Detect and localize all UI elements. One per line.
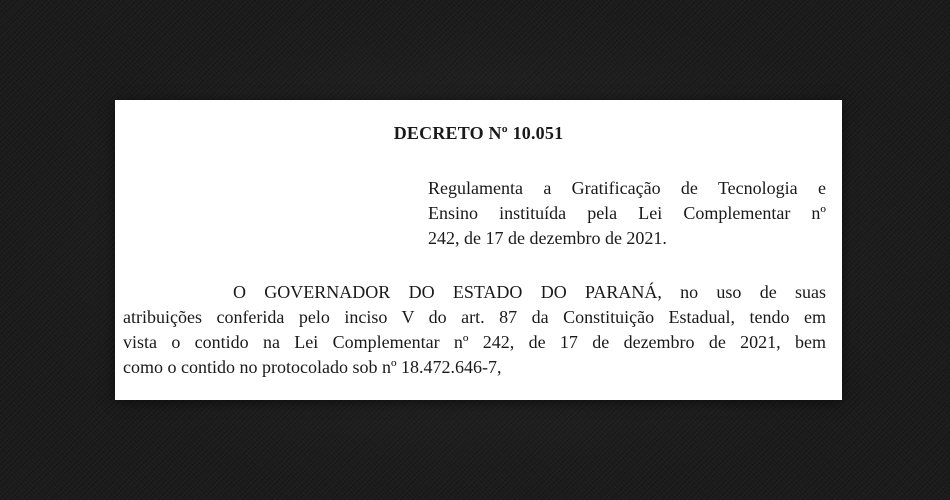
decree-title: DECRETO Nº 10.051 [393, 123, 564, 143]
decree-preamble [123, 280, 826, 380]
preamble-line: como o contido no protocolado sob nº 18.472.646-7, [123, 357, 502, 377]
decree-summary [428, 176, 826, 251]
preamble-line: O GOVERNADOR DO ESTADO DO PARANÁ, no uso de suas [233, 282, 826, 302]
preamble-line: atribuições conferida pelo inciso V do art. 87 da Constituição Estadual, tendo em [123, 307, 826, 327]
summary-line: Ensino instituída pela Lei Complementar nº [428, 203, 826, 223]
preamble-line: vista o contido na Lei Complementar nº 242, de 17 de dezembro de 2021, bem [123, 332, 826, 352]
summary-line: 242, de 17 de dezembro de 2021. [428, 228, 667, 248]
summary-line: Regulamenta a Gratificação de Tecnologia e [428, 178, 826, 198]
document-page [115, 100, 842, 400]
